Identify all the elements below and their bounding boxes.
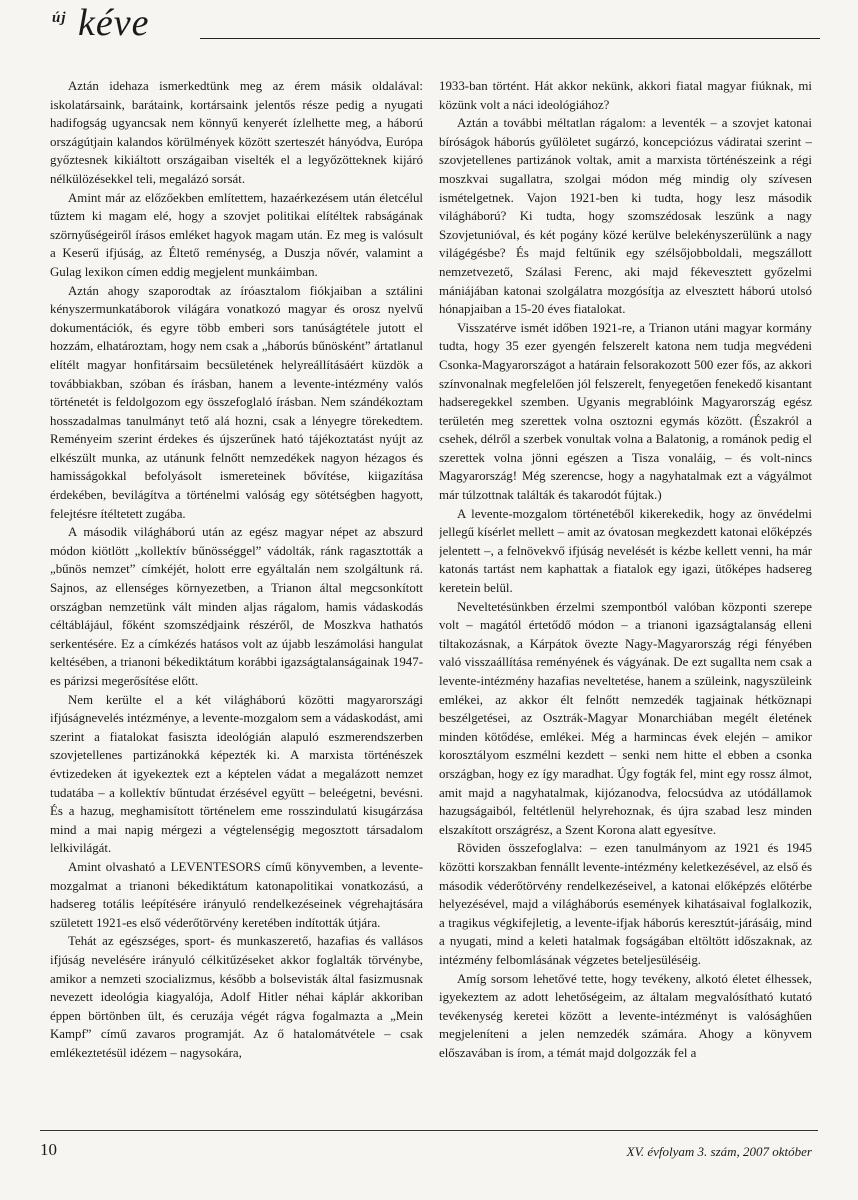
paragraph: 1933-ban történt. Hát akkor nekünk, akkori fiatal magyar fiúknak, mi közünk volt a náci ideológiához? [439,79,812,112]
paragraph: A levente-mozgalom történetéből kikerekedik, hogy az önvédelmi jellegű kísérlet mellett – amit az óvatosan megkezdett katonai előképzés jelentett –, a felnövekvő ifjúság nevelését is kézbe kellett venni, ha már katonás tartást nem kaphattak a fiatalok egy igazi, ütőképes hadsereg keretein belül. [439,506,812,596]
paragraph: Amint olvasható a LEVENTESORS című könyvemben, a levente-mozgalmat a trianoni békediktátum katonapolitikai vonatkozású, a hadsereg totális leépítésére irányuló rendelkezéseinek végrehajtására született 1921-es első véderőtörvény keretében indították útjára. [50,859,423,930]
issue-info: XV. évfolyam 3. szám, 2007 október [626,1144,812,1159]
article-body [50,77,812,1117]
footer-rule [40,1130,818,1131]
left-column [50,77,423,1117]
paragraph: Röviden összefoglalva: – ezen tanulmányom az 1921 és 1945 közötti korszakban fennállt levente-intézmény keletkezésével, az első és második véderőtörvény rendelkezéseivel, a katonai előképzés előtérbe helyezésével, majd a világháborús események kihatásaival foglalkozik, a tragikus végkifejletig, a levente-ifjak háborús keresztút-járásáig, mind a nyugati, mind a keleti hatalmak fogságában eltöltött időszaknak, az intézmény felbomlásának végzetes beteljesüléséig. [439,841,812,967]
header-rule [200,38,820,39]
logo-prefix: új [52,10,67,26]
paragraph: Tehát az egészséges, sport- és munkaszerető, hazafias és vallásos ifjúság nevelésére irányuló célkitűzéseket akkor foglalták törvénybe, amikor a nemzeti szocializmus, később a bolsevisták által fasizmusnak nevezett ideológia kiagyalója, Adolf Hitler néhai káplár akkoriban éppen börtönben ült, és ceruzája végét rágva fogalmazta a „Mein Kampf” című zavaros programját. Az ő hatalomátvétele – csak emlékeztetésül idézem – nagysokára, [50,934,423,1060]
page-number: 10 [40,1140,57,1159]
paragraph: Aztán idehaza ismerkedtünk meg az érem másik oldalával: iskolatársaink, barátaink, kortársaink jelentős része pedig a nyugati hadifogság ugyancsak nem könnyű kenyerét ízlelhette meg, a háború országútjain kalandos körülmények között szerteszét hányódva, Európa győztesnek kikiáltott országaiban viselték el a legyőzötteknek kijáró nélkülözésekkel teli, megalázó sorsát. [50,79,423,186]
paragraph: A második világháború után az egész magyar népet az abszurd módon kiötlött „kollektív bűnösséggel” vádolták, ránk ragasztották a „bűnös nemzet” címkéjét, holott erre egyáltalán nem szolgáltunk rá. Sajnos, az ellenséges környezetben, a Trianon által megcsonkított országban nemzetünk vált minden aljas rágalom, hamis vádaskodás céltáblájául, főként szomszédjaink részéről, de Moszkva hathatós serkentésére. Ez a címkézés hatásos volt az újabb leszámolási hangulat keltésében, a trianoni békediktátum korábbi igazságtalanságainak 1947-es párizsi megerősítése előtt. [50,525,423,688]
paragraph: Nem kerülte el a két világháború közötti magyarországi ifjúságnevelés intézménye, a levente-mozgalom sem a vádaskodást, ami szerint a fiatalokat fasiszta ideológián alapuló eszmerendszerben szovjetellenes partizánokká képezték ki. A marxista történészek évtizedeken át igyekeztek ezt a képtelen vádat a megalázott nemzet tudatába – a kollektív bűntudat érzésével együtt – beleégetni, bevésni. És a hazug, meghamisított történelem eme rosszindulatú kisugárzása mind a mai napig mérgezi a végtelenségig megosztott társadalom lelkivilágát. [50,692,423,856]
masthead [40,2,820,50]
paragraph: Aztán a további méltatlan rágalom: a leventék – a szovjet katonai bíróságok háborús gyűlöletet sugárzó, koncepciózus vádiratai szerint – szovjetellenes partizánok voltak, amit a marxista történészeink a régi moszkvai sugallatra, szolgai módon még mindig oly szívesen ismételgetnek. Vajon 1921-ben ki tudta, hogy lesz második világháború? Ki tudta, hogy szomszédosak leszünk a nagy Szovjetunióval, és két pogány közé kerülve belekényszerülünk a nagy világégésbe? És majd feltűnik egy szélsőjobboldali, megszállott nemzetvezető, Szálasi Ferenc, aki majd fékevesztett győzelmi mániájában katonai szolgálatra mozgósítja az elvesztett háború utolsó hónapjaiban a 15-20 éves fiatalokat. [439,116,812,317]
paragraph: Amíg sorsom lehetővé tette, hogy tevékeny, alkotó életet élhessek, igyekeztem az adott lehetőségeim, az általam megvalósítható kutató tevékenység keretei között a levente-intézményt is valósághűen megjeleníteni a jelen nemzedék számára. Ahogy a könyvem előszavában is írom, a témát majd dolgozzák fel a [439,971,812,1060]
paragraph: Amint már az előzőekben említettem, hazaérkezésem után életcélul tűztem ki magam elé, hogy a szovjet politikai elítéltek rabságának szörnyűségeiről írásos emléket hagyok magam után. Ez meg is valósult a Keserű ifjúság, az Éltető reménység, a Duszja nővér, valamint a Gulag lexikon címen eddig megjelent munkáimban. [50,190,423,279]
logo-title: kéve [78,2,150,44]
right-column [439,77,812,1117]
paragraph: Visszatérve ismét időben 1921-re, a Trianon utáni magyar kormány tudta, hogy 35 ezer gyengén felszerelt katona nem tudja megvédeni Csonka-Magyarországot a határain felsorakozott 500 ezer fős, az akkori színvonalnak megfelelően jól felszerelt, fenyegetően fenekedő kisantant hadseregekkel szemben. Ugyanis megrablóink Magyarország egész területén meg szerettek volna osztozni egymás között. (Északról a csehek, délről a szerbek vonultak volna a Balatonig, a románok pedig el szerettek volna jönni egészen a Tisza vonaláig, – és volt-nincs Magyarország! Még szerencse, hogy a nagyhatalmak ezt a vágyálmot már túlzottnak találták és takarodót fújtak.) [439,320,812,503]
paragraph: Aztán ahogy szaporodtak az íróasztalom fiókjaiban a sztálini kényszermunkatáborok világára vonatkozó magyar és orosz nyelvű dokumentációk, és egyre több emberi sors tanúságtétele jutott el hozzám, elhatároztam, hogy nem csak a „háborús bűnösként” ártatlanul elítélt magyar honfitársaim becsületének helyreállításáért küzdök a továbbiakban, szóban és írásban, hanem a levente-intézmény valós történetét is feldolgozom egy összefoglaló írásban. Nem szándékoztam hosszadalmas tanulmányt tető alá hozni, csak a lényegre törekedtem. Reményeim szerint érdekes és újszerűnek ható tájékoztatást nyújt az elkészült munka, az utánunk felnőtt nemzedékek nagyon hézagos és hamisságokkal befolyásolt ismereteinek bővítése, kiigazítása érdekében, bevilágítva a történelmi valóság egy sötétségben hagyott, felejtésre ítéltetett zugába. [50,283,423,521]
paragraph: Neveltetésünkben érzelmi szempontból valóban központi szerepe volt – magától értetődő módon – a trianoni igazságtalanság elleni tiltakozásnak, a Kárpátok övezte Nagy-Magyarország régi fényében való visszaállítása reményének és vágyának. De ezt sugallta nem csak a levente-intézmény hazafias neveltetése, hanem a szüleink, nagyszüleink emlékei, az akkor élt felnőtt nemzedék tagjainak hétköznapi beszélgetései, az Osztrák-Magyar Monarchiában megélt életének minden kötődése, emlékei. Még a harmincas évek elején – amikor korosztályom eszmélni kezdett – senki nem hitte el ebben a csonka országban, hogy ez így maradhat. Úgy fogták fel, mint egy rossz álmot, amit majd a nagyhatalmak, kijózanodva, felocsúdva az utódállamok hazugságaiból, feltétlenül helyrehoznak, és újra szabad lesz minden elszakított országrész, a Szent Korona alatt egyesítve. [439,599,812,837]
